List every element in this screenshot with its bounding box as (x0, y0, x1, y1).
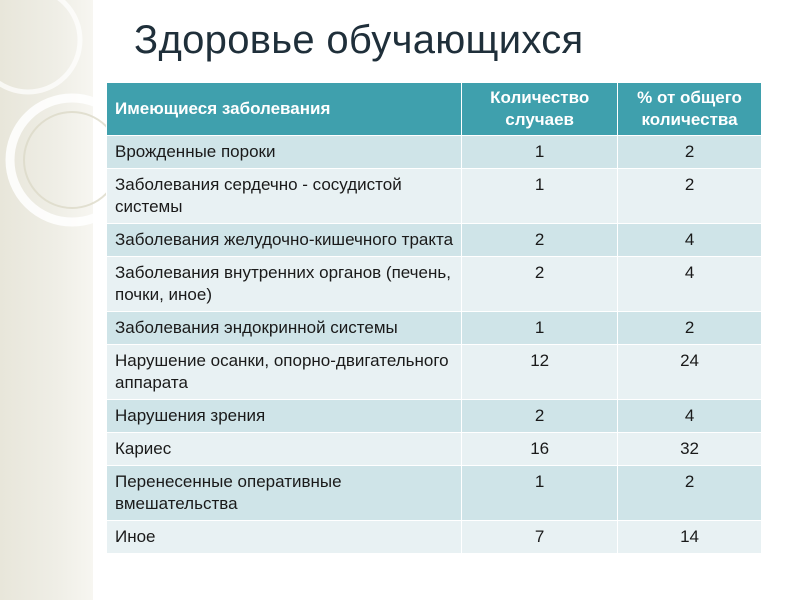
left-decorative-band (0, 0, 93, 600)
cell-cases: 1 (462, 312, 618, 345)
cell-percent: 32 (618, 433, 762, 466)
cell-percent: 2 (618, 312, 762, 345)
cell-percent: 24 (618, 345, 762, 400)
cell-disease: Иное (107, 521, 462, 554)
cell-disease: Заболевания желудочно-кишечного тракта (107, 224, 462, 257)
table-row (107, 224, 762, 257)
health-table (106, 82, 762, 554)
cell-cases: 16 (462, 433, 618, 466)
column-header-percent: % от общего количества (618, 83, 762, 136)
cell-cases: 2 (462, 400, 618, 433)
table-header-row (107, 83, 762, 136)
cell-cases: 7 (462, 521, 618, 554)
cell-percent: 4 (618, 400, 762, 433)
cell-percent: 2 (618, 169, 762, 224)
table-row (107, 466, 762, 521)
cell-disease: Заболевания внутренних органов (печень, почки, иное) (107, 257, 462, 312)
cell-cases: 2 (462, 224, 618, 257)
table-row (107, 521, 762, 554)
table-row (107, 312, 762, 345)
table-row (107, 257, 762, 312)
cell-disease: Кариес (107, 433, 462, 466)
column-header-diseases: Имеющиеся заболевания (107, 83, 462, 136)
slide-title: Здоровье обучающихся (134, 18, 584, 62)
table-row (107, 400, 762, 433)
cell-percent: 2 (618, 136, 762, 169)
cell-disease: Перенесенные оперативные вмешательства (107, 466, 462, 521)
cell-percent: 4 (618, 257, 762, 312)
cell-cases: 1 (462, 136, 618, 169)
table-row (107, 169, 762, 224)
cell-disease: Врожденные пороки (107, 136, 462, 169)
table-row (107, 345, 762, 400)
cell-percent: 14 (618, 521, 762, 554)
column-header-cases: Количество случаев (462, 83, 618, 136)
cell-cases: 2 (462, 257, 618, 312)
cell-cases: 1 (462, 466, 618, 521)
table-row (107, 433, 762, 466)
cell-disease: Нарушения зрения (107, 400, 462, 433)
cell-disease: Заболевания сердечно - сосудистой системы (107, 169, 462, 224)
cell-disease: Нарушение осанки, опорно-двигательного аппарата (107, 345, 462, 400)
cell-percent: 4 (618, 224, 762, 257)
cell-percent: 2 (618, 466, 762, 521)
cell-cases: 1 (462, 169, 618, 224)
table-row (107, 136, 762, 169)
cell-disease: Заболевания эндокринной системы (107, 312, 462, 345)
cell-cases: 12 (462, 345, 618, 400)
